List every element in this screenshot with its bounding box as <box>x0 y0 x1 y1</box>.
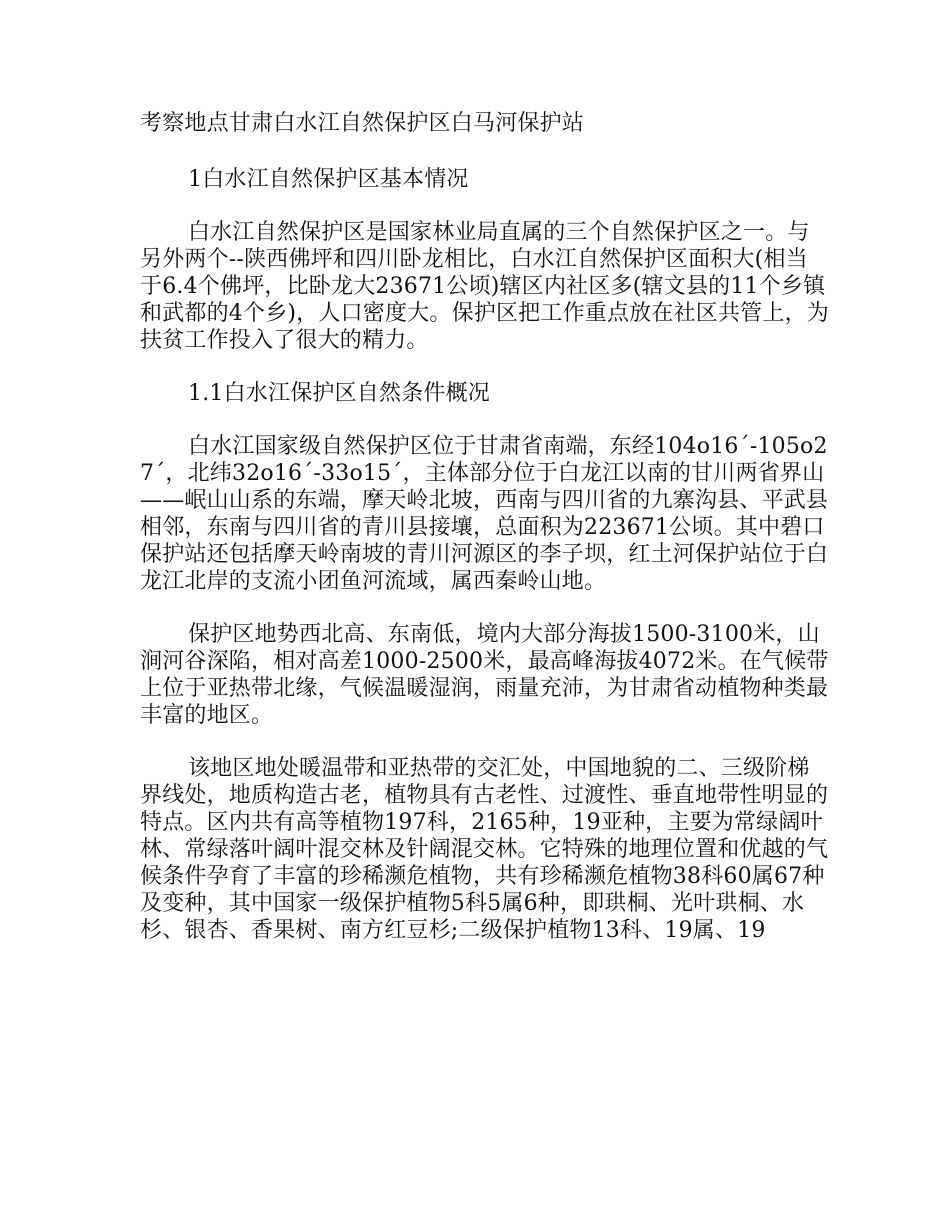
paragraph-location: 白水江国家级自然保护区位于甘肃省南端，东经104o16´-105o27´，北纬32o16´-33o15´，主体部分位于白龙江以南的甘川两省界山——岷山山系的东端，摩天岭北坡，西南与四川省的九寨沟县、平武县相邻，东南与四川省的青川县接壤，总面积为223671公顷。其中碧口保护站还包括摩天岭南坡的青川河源区的李子坝，红土河保护站位于白龙江北岸的支流小团鱼河流域，属西秦岭山地。 <box>140 434 829 594</box>
paragraph-flora: 该地区地处暖温带和亚热带的交汇处，中国地貌的二、三级阶梯界线处，地质构造古老，植物具有古老性、过渡性、垂直地带性明显的特点。区内共有高等植物197科，2165种，19亚种，主要为常绿阔叶林、常绿落叶阔叶混交林及针阔混交林。它特殊的地理位置和优越的气候条件孕育了丰富的珍稀濒危植物，共有珍稀濒危植物38科60属67种及变种，其中国家一级保护植物5科5属6种，即珙桐、光叶珙桐、水杉、银杏、香果树、南方红豆杉;二级保护植物13科、19属、19 <box>140 756 829 943</box>
section-heading-1-1: 1.1白水江保护区自然条件概况 <box>188 381 490 406</box>
paragraph-terrain: 保护区地势西北高、东南低，境内大部分海拔1500-3100米，山涧河谷深陷，相对高差1000-2500米，最高峰海拔4072米。在气候带上位于亚热带北缘，气候温暖湿润，雨量充沛，为甘肃省动植物种类最丰富的地区。 <box>140 622 829 728</box>
section-heading-1: 1白水江自然保护区基本情况 <box>188 167 469 192</box>
document-title: 考察地点甘肃白水江自然保护区白马河保护站 <box>140 111 585 136</box>
paragraph-overview: 白水江自然保护区是国家林业局直属的三个自然保护区之一。与另外两个--陕西佛坪和四川卧龙相比，白水江自然保护区面积大(相当于6.4个佛坪，比卧龙大23671公顷)辖区内社区多(辖文县的11个乡镇和武都的4个乡)，人口密度大。保护区把工作重点放在社区共管上，为扶贫工作投入了很大的精力。 <box>140 220 829 353</box>
document-body <box>140 110 830 970</box>
